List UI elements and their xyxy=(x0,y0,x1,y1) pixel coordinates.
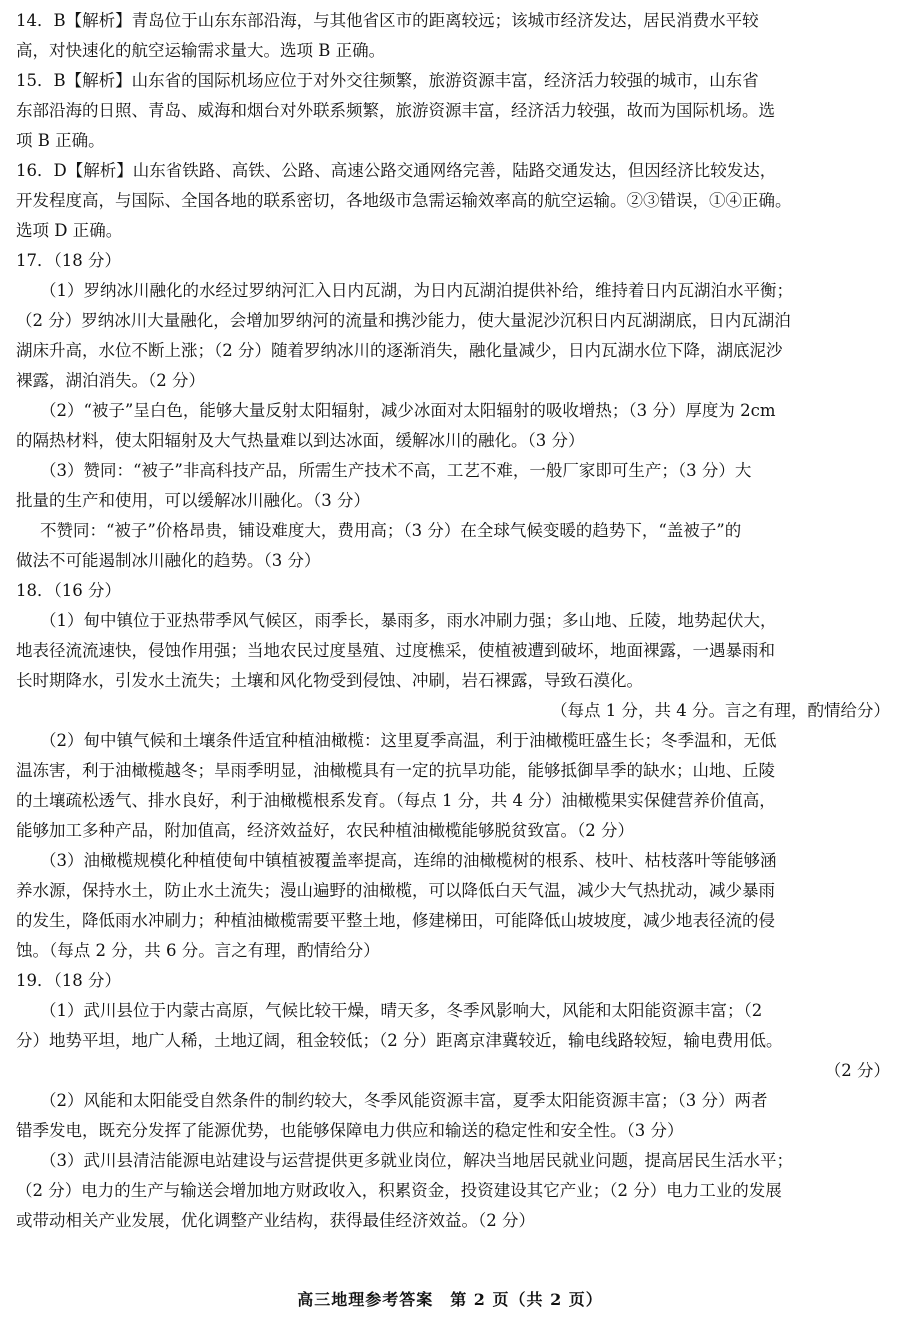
q19-part2-line-2: 错季发电，既充分发挥了能源优势，也能够保障电力供应和输送的稳定性和安全性。（3 分） xyxy=(16,1121,684,1140)
q17-part3-line-4: 做法不可能遏制冰川融化的趋势。（3 分） xyxy=(16,551,321,570)
q18-part1-scoring-note: （每点 1 分，共 4 分。言之有理，酌情给分） xyxy=(551,701,890,720)
q18-part3-line-4: 蚀。（每点 2 分，共 6 分。言之有理，酌情给分） xyxy=(16,941,380,960)
q15-line-1: 15．B【解析】山东省的国际机场应位于对外交往频繁，旅游资源丰富，经济活力较强的城市，山东省 xyxy=(16,71,759,90)
q18-part2-line-3: 的土壤疏松透气、排水良好，利于油橄榄根系发育。（每点 1 分，共 4 分）油橄榄果实保健营养价值高， xyxy=(16,791,776,810)
q17-part3-line-2: 批量的生产和使用，可以缓解冰川融化。（3 分） xyxy=(16,491,370,510)
q18-part3-line-2: 养水源，保持水土，防止水土流失；漫山遍野的油橄榄，可以降低白天气温，减少大气热扰动，减少暴雨 xyxy=(16,881,775,900)
q18-part1-line-2: 地表径流流速快，侵蚀作用强；当地农民过度垦殖、过度樵采，使植被遭到破坏，地面裸露，一遇暴雨和 xyxy=(16,641,775,660)
q17-heading: 17．（18 分） xyxy=(16,251,121,270)
q19-part2-line-1: （2）风能和太阳能受自然条件的制约较大，冬季风能资源丰富，夏季太阳能资源丰富；（3 分）两者 xyxy=(40,1091,768,1110)
q18-part1-line-1: （1）甸中镇位于亚热带季风气候区，雨季长，暴雨多，雨水冲刷力强；多山地、丘陵，地势起伏大， xyxy=(40,611,777,630)
q19-part1-line-3: （2 分） xyxy=(824,1061,890,1080)
q14-line-2: 高，对快速化的航空运输需求量大。选项 B 正确。 xyxy=(16,41,386,60)
q14-line-1: 14．B【解析】青岛位于山东东部沿海，与其他省区市的距离较远；该城市经济发达，居民消费水平较 xyxy=(16,11,759,30)
q18-part2-line-4: 能够加工多种产品，附加值高，经济效益好，农民种植油橄榄能够脱贫致富。（2 分） xyxy=(16,821,634,840)
q16-line-3: 选项 D 正确。 xyxy=(16,221,123,240)
q18-part3-line-3: 的发生，降低雨水冲刷力；种植油橄榄需要平整土地，修建梯田，可能降低山坡坡度，减少地表径流的侵 xyxy=(16,911,775,930)
q19-heading: 19．（18 分） xyxy=(16,971,121,990)
q17-part2-line-1: （2）“被子”呈白色，能够大量反射太阳辐射，减少冰面对太阳辐射的吸收增热；（3 分）厚度为 2cm xyxy=(40,401,776,420)
q17-part1-line-1: （1）罗纳冰川融化的水经过罗纳河汇入日内瓦湖，为日内瓦湖泊提供补给，维持着日内瓦湖泊水平衡； xyxy=(40,281,793,300)
q15-line-2: 东部沿海的日照、青岛、威海和烟台对外联系频繁，旅游资源丰富，经济活力较强，故而为国际机场。选 xyxy=(16,101,775,120)
q17-part1-line-4: 裸露，湖泊消失。（2 分） xyxy=(16,371,205,390)
q17-part3-line-1: （3）赞同：“被子”非高科技产品，所需生产技术不高，工艺不难，一般厂家即可生产；（3 分）大 xyxy=(40,461,752,480)
q15-line-3: 项 B 正确。 xyxy=(16,131,105,150)
q19-part1-line-2: 分）地势平坦，地广人稀，土地辽阔，租金较低；（2 分）距离京津冀较近，输电线路较短，输电费用低。 xyxy=(16,1031,783,1050)
page-footer: 高三地理参考答案 第 2 页（共 2 页） xyxy=(297,1290,603,1309)
q19-part3-line-1: （3）武川县清洁能源电站建设与运营提供更多就业岗位，解决当地居民就业问题，提高居民生活水平； xyxy=(40,1151,793,1170)
q18-heading: 18．（16 分） xyxy=(16,581,121,600)
q18-part3-line-1: （3）油橄榄规模化种植使甸中镇植被覆盖率提高，连绵的油橄榄树的根系、枝叶、枯枝落叶等能够涵 xyxy=(40,851,777,870)
q17-part2-line-2: 的隔热材料，使太阳辐射及大气热量难以到达冰面，缓解冰川的融化。（3 分） xyxy=(16,431,585,450)
q19-part3-line-3: 或带动相关产业发展，优化调整产业结构，获得最佳经济效益。（2 分） xyxy=(16,1211,535,1230)
q19-part1-line-1: （1）武川县位于内蒙古高原，气候比较干燥，晴天多，冬季风影响大，风能和太阳能资源丰富；（2 xyxy=(40,1001,763,1020)
q16-line-2: 开发程度高，与国际、全国各地的联系密切，各地级市急需运输效率高的航空运输。②③错误，①④正确。 xyxy=(16,191,792,210)
q18-part1-line-3: 长时期降水，引发水土流失；土壤和风化物受到侵蚀、冲刷，岩石裸露，导致石漠化。 xyxy=(16,671,643,690)
q17-part1-line-3: 湖床升高，水位不断上涨；（2 分）随着罗纳冰川的逐渐消失，融化量减少，日内瓦湖水位下降，湖底泥沙 xyxy=(16,341,783,360)
q18-part2-line-1: （2）甸中镇气候和土壤条件适宜种植油橄榄：这里夏季高温，利于油橄榄旺盛生长；冬季温和，无低 xyxy=(40,731,777,750)
q19-part3-line-2: （2 分）电力的生产与输送会增加地方财政收入，积累资金，投资建设其它产业；（2 分）电力工业的发展 xyxy=(16,1181,782,1200)
q17-part1-line-2: （2 分）罗纳冰川大量融化，会增加罗纳河的流量和携沙能力，使大量泥沙沉积日内瓦湖湖底，日内瓦湖泊 xyxy=(16,311,791,330)
q16-line-1: 16．D【解析】山东省铁路、高铁、公路、高速公路交通网络完善，陆路交通发达，但因经济比较发达， xyxy=(16,161,777,180)
q18-part2-line-2: 温冻害，利于油橄榄越冬；旱雨季明显，油橄榄具有一定的抗旱功能，能够抵御旱季的缺水；山地、丘陵 xyxy=(16,761,775,780)
answer-text-block xyxy=(16,6,890,1236)
q17-part3-line-3: 不赞同：“被子”价格昂贵，铺设难度大，费用高；（3 分）在全球气候变暖的趋势下，“盖被子”的 xyxy=(40,521,742,540)
